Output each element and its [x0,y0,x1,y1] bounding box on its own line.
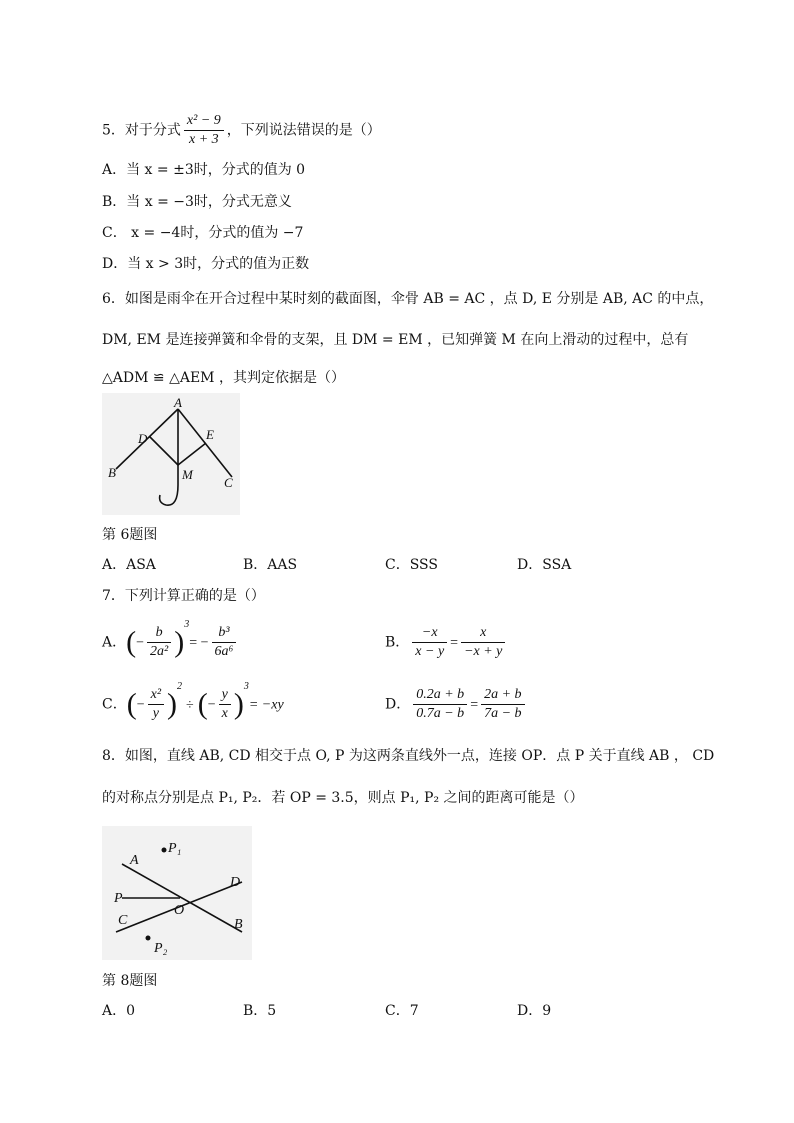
q8-label-c: C [118,913,128,928]
q7-a-rhs-num: b³ [212,624,237,643]
q7-option-a: A．(− $\frac{b}{\text{2a²}}$ )$^3$= − $\frac{\text{b³}}{\text{6a⁶}}$ [102,624,239,661]
q8-label-d: D [230,875,241,890]
q7-a-label: A． [102,634,127,651]
q7-c-exp2: 3 [243,680,249,692]
q8-label-o: O [174,903,185,918]
q7-a-eq: = − [189,635,209,651]
q5-option-d: D．当 x > 3时，分式的值为正数 [102,256,310,272]
q8-option-b: B．5 [243,1003,277,1019]
q7-stem: 7．下列计算正确的是（） [102,588,265,604]
q5-option-c: C． x = −4时，分式的值为 −7 [102,225,304,241]
q7-d-lhs-num: 0.2a + b [413,686,467,705]
q6-option-a: A．ASA [102,557,156,573]
q6-label-e: E [206,427,214,442]
q7-d-rhs-den: 7a − b [484,706,522,721]
q5-frac-den: x + 3 [189,132,219,147]
q7-a-inner-den: 2a² [150,644,169,659]
q6-line-3: △ADM ≌ △AEM ，其判定依据是（） [102,370,345,386]
q6-option-d: D．SSA [517,557,572,573]
q6-label-d: D [138,431,148,446]
q8-label-b: B [234,917,243,932]
q8-label-a: A [130,853,139,868]
q7-b-rhs-num: x [461,624,505,643]
q7-d-label: D． [385,696,411,713]
q7-d-rhs-num: 2a + b [481,686,524,705]
q7-d-lhs-den: 0.7a − b [416,706,465,721]
q6-label-b: B [108,465,116,480]
q8-line-1: 8．如图，直线 AB, CD 相交于点 O, P 为这两条直线外一点，连接 OP．点 P 关于直线 AB ， CD [102,748,715,764]
q7-b-eq: = [450,635,459,651]
q7-b-lhs-num: −x [412,624,447,643]
q7-option-c: C．(− $\frac{\text{x²}}{y}$ )$^2$÷ (− $\frac{y}{x}$ )$^3$= −xy [102,680,284,721]
q5-suffix: ，下列说法错误的是（） [226,122,381,139]
q8-option-a: A．0 [102,1003,136,1019]
q8-label-p: P [114,891,123,906]
q6-figure-background [102,393,240,515]
q7-c-f1-num: x² [148,686,164,705]
q7-c-op: ÷ [186,697,194,713]
q8-lines-figure [102,826,252,960]
q7-c-f2-num: y [219,686,231,705]
q7-option-b [385,624,508,661]
q5-option-a: A．当 x = ±3时，分式的值为 0 [102,162,306,178]
q8-label-p2: P₂ [154,941,168,956]
q8-point-p2 [146,936,151,941]
q7-option-d [385,686,528,723]
q6-label-c: C [224,475,233,490]
q7-c-exp1: 2 [177,680,183,692]
q8-option-c: C．7 [385,1003,419,1019]
q7-b-lhs-den: x − y [415,644,445,659]
q7-a-rhs-den: 6a⁶ [214,644,234,659]
q7-b-label: B． [385,634,410,651]
q6-line-1: 6．如图是雨伞在开合过程中某时刻的截面图，伞骨 AB = AC ，点 D, E 分别是 AB, AC 的中点， [102,291,714,307]
q5-option-b: B．当 x = −3时，分式无意义 [102,194,292,210]
q6-label-m: M [182,467,193,482]
q8-caption: 第 8题图 [102,973,158,989]
q8-point-p1 [162,848,167,853]
q7-c-f1-den: y [152,706,159,721]
q7-c-label: C． [102,696,127,713]
q5-fraction [184,112,224,149]
q6-line-2: DM, EM 是连接弹簧和伞骨的支架，且 DM = EM ，已知弹簧 M 在向上滑动的过程中，总有 [102,332,689,348]
q7-a-exponent: 3 [184,618,190,630]
q7-b-rhs-den: −x + y [464,644,503,659]
q7-c-rhs: = −xy [248,697,284,713]
q8-label-p1: P₁ [168,841,182,856]
q6-option-b: B．AAS [243,557,298,573]
q7-d-eq: = [470,697,479,713]
q8-line-2: 的对称点分别是点 P₁, P₂．若 OP = 3.5，则点 P₁, P₂ 之间的距离可能是（） [102,790,584,806]
q6-label-a: A [174,395,182,410]
q8-option-d: D．9 [517,1003,552,1019]
q5-stem [102,112,381,149]
q6-option-c: C．SSS [385,557,438,573]
q6-caption: 第 6题图 [102,527,158,543]
q5-prefix: 5．对于分式 [102,122,181,139]
q5-frac-num: x² − 9 [184,112,224,131]
q7-a-inner-num: b [147,624,171,643]
q7-c-f2-den: x [221,706,228,721]
q6-umbrella-figure [102,393,240,515]
